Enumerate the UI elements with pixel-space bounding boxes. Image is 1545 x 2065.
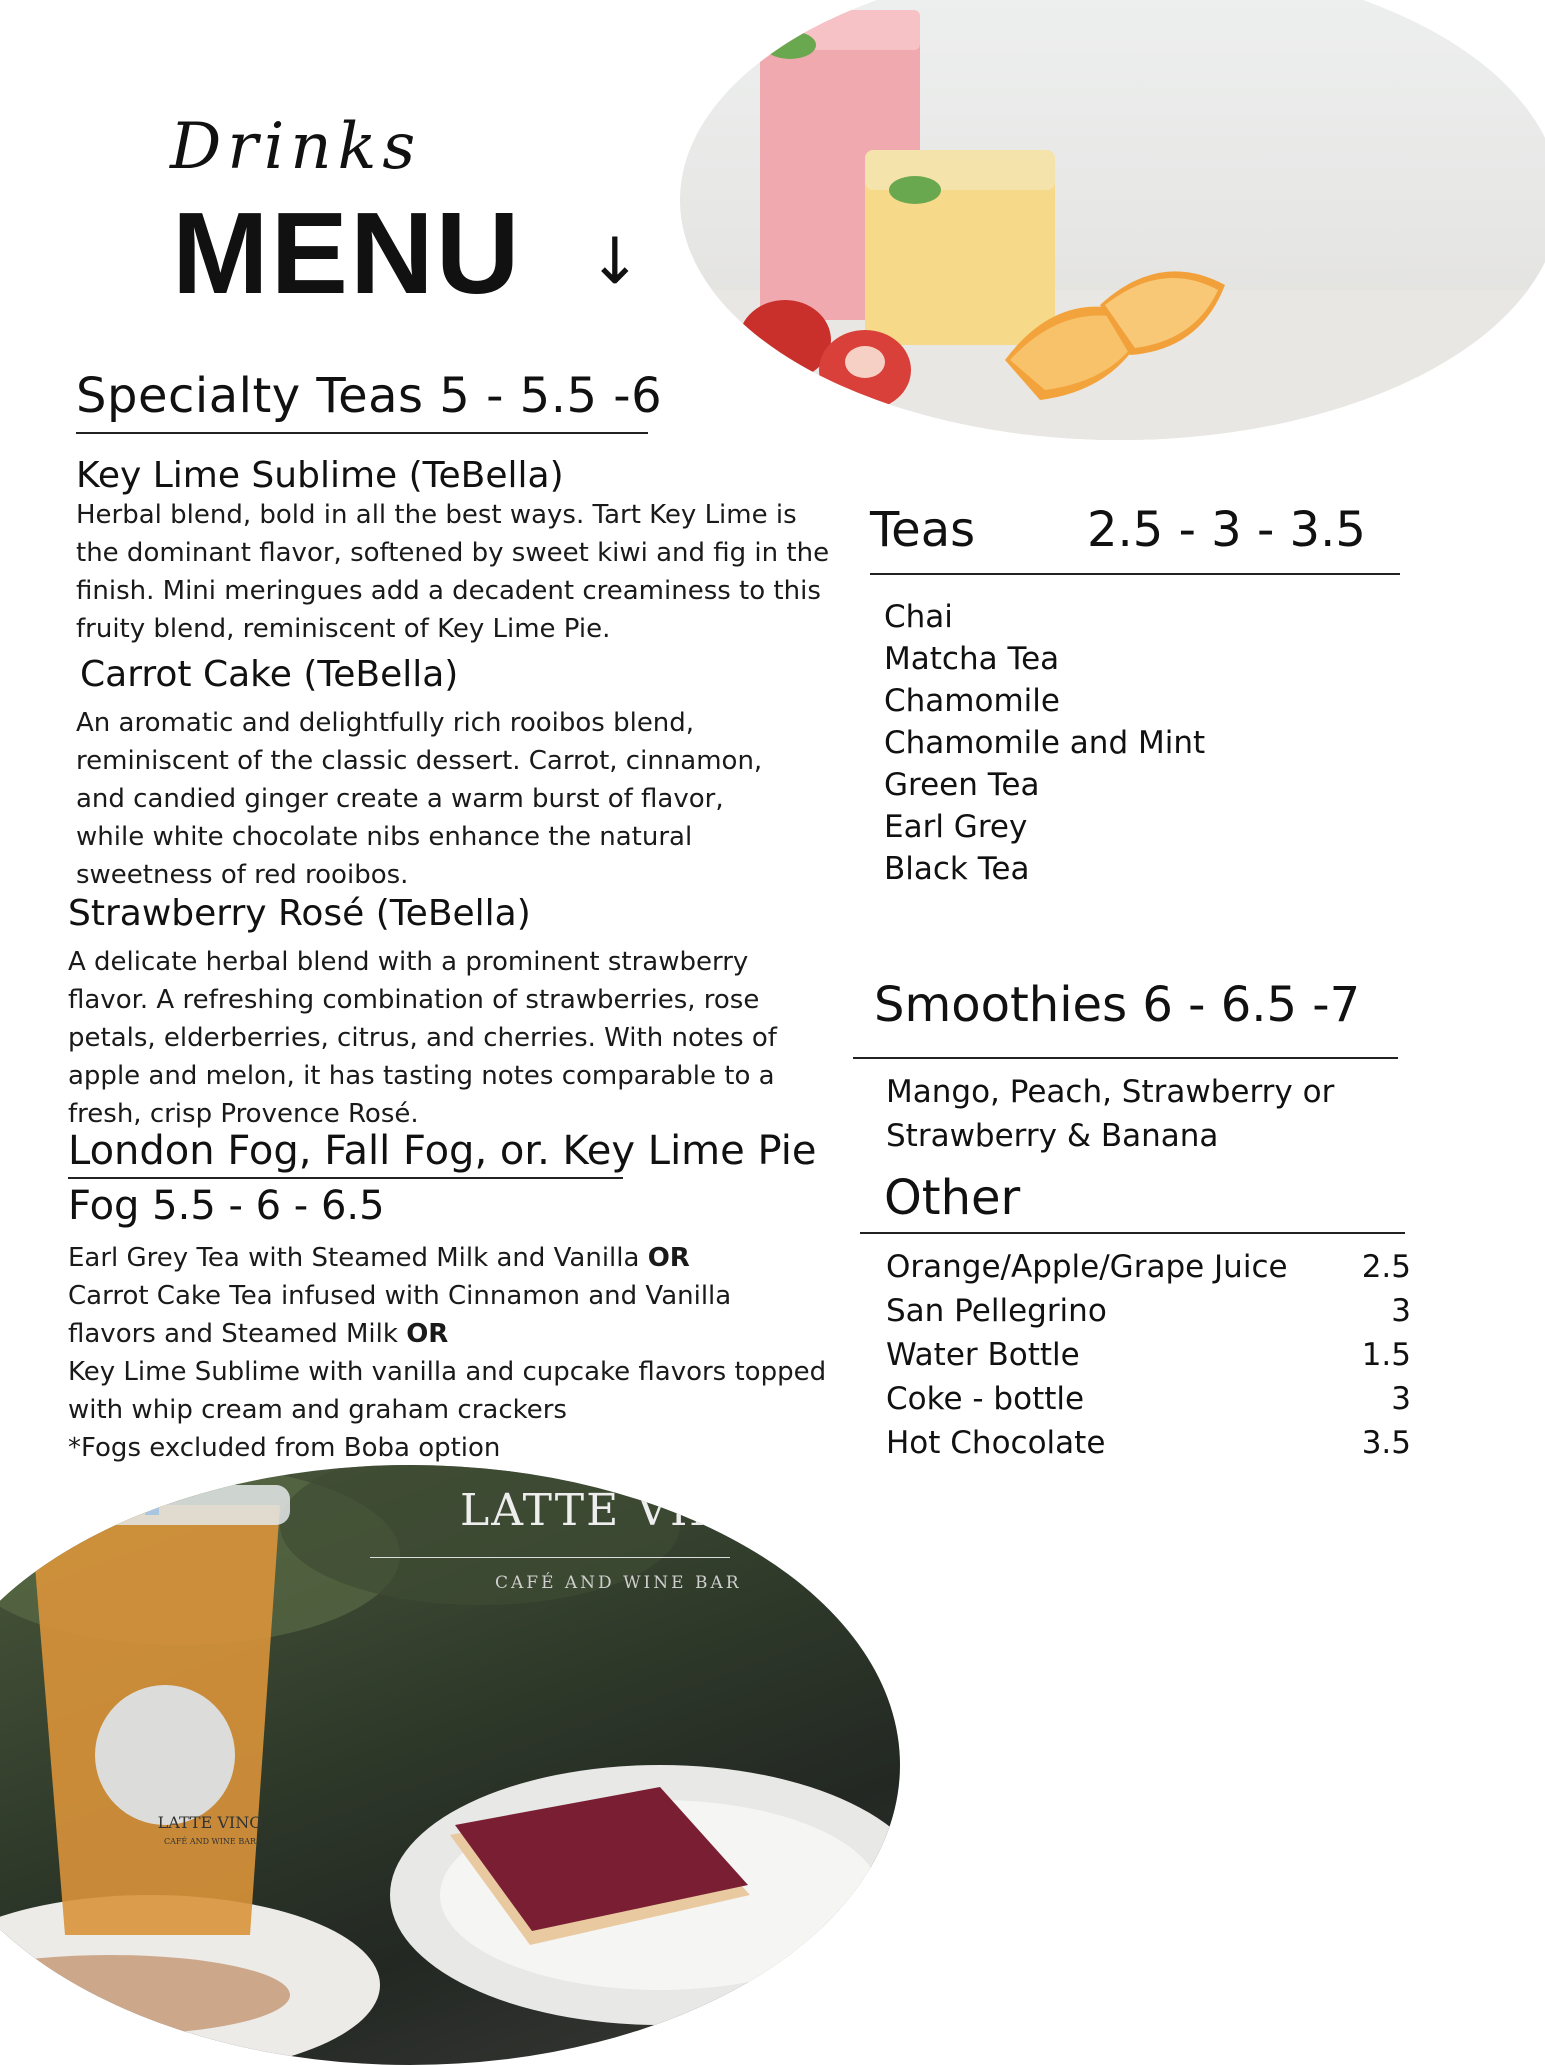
brand-tagline: CAFÉ AND WINE BAR	[495, 1573, 742, 1593]
fog-or-2: OR	[406, 1319, 449, 1349]
fog-line-4: Key Lime Sublime with vanilla and cupcake flavors topped	[68, 1357, 827, 1387]
other-item-row: Coke - bottle 3	[886, 1381, 1411, 1417]
fog-note: *Fogs excluded from Boba option	[68, 1433, 501, 1463]
menu-title: MENU	[172, 188, 522, 318]
other-divider	[860, 1232, 1405, 1234]
specialty-teas-heading: Specialty Teas 5 - 5.5 -6	[76, 368, 663, 424]
tea-item: Earl Grey	[884, 809, 1028, 845]
item-name-key-lime-sublime: Key Lime Sublime (TeBella)	[76, 455, 564, 496]
fog-line-3: flavors and Steamed Milk	[68, 1319, 407, 1349]
tea-item: Matcha Tea	[884, 641, 1060, 677]
item-desc-key-lime-sublime: Herbal blend, bold in all the best ways. Tart Key Lime is the dominant flavor, softened by sweet kiwi and fig in the finish. Mini meringues add a decadent creaminess to this fruity blend, reminiscent of Key Lime Pie.	[76, 500, 830, 644]
smoothies-heading: Smoothies 6 - 6.5 -7	[874, 977, 1361, 1033]
smoothie-photo	[680, 0, 1545, 440]
other-heading: Other	[884, 1170, 1021, 1226]
iced-tea-illustration	[0, 1465, 900, 2065]
other-item-row: Orange/Apple/Grape Juice 2.5	[886, 1249, 1411, 1285]
tea-item: Chamomile	[884, 683, 1060, 719]
teas-list	[884, 596, 1205, 890]
other-price-list	[886, 1245, 1411, 1465]
item-desc-strawberry-rose: A delicate herbal blend with a prominent strawberry flavor. A refreshing combination of strawberries, rose petals, elderberries, citrus, and cherries. With notes of apple and melon, it has tasting notes comparable to a fresh, crisp Provence Rosé.	[68, 947, 777, 1129]
smoothies-divider	[853, 1057, 1398, 1059]
item-desc-carrot-cake: An aromatic and delightfully rich rooibos blend, reminiscent of the classic dessert. Carrot, cinnamon, and candied ginger create a warm burst of flavor, while white chocolate nibs enhance the natural sweetness of red rooibos.	[76, 708, 763, 890]
item-name-strawberry-rose: Strawberry Rosé (TeBella)	[68, 893, 531, 934]
iced-tea-photo	[0, 1465, 900, 2065]
specialty-teas-divider	[76, 432, 648, 434]
fog-line-5: with whip cream and graham crackers	[68, 1395, 567, 1425]
smoothie-illustration	[680, 0, 1545, 440]
tea-item: Black Tea	[884, 851, 1030, 887]
other-item-row: San Pellegrino 3	[886, 1293, 1411, 1329]
fog-heading-line1: London Fog, Fall Fog, or. Key Lime Pie	[68, 1128, 817, 1174]
smoothies-options: Mango, Peach, Strawberry or Strawberry & Banana	[886, 1074, 1335, 1154]
arrow-down-icon: ↓	[588, 225, 642, 299]
tea-item: Green Tea	[884, 767, 1040, 803]
fog-line-1: Earl Grey Tea with Steamed Milk and Vanilla	[68, 1243, 648, 1273]
cup-logo-tagline: CAFÉ AND WINE BAR	[163, 1837, 256, 1846]
fog-or-1: OR	[647, 1243, 690, 1273]
item-name-carrot-cake: Carrot Cake (TeBella)	[80, 654, 459, 695]
brand-divider	[370, 1557, 730, 1558]
fog-divider	[68, 1177, 623, 1179]
tea-item: Chai	[884, 599, 953, 635]
fog-line-2: Carrot Cake Tea infused with Cinnamon and Vanilla	[68, 1281, 732, 1311]
teas-divider	[870, 573, 1400, 575]
fog-heading-line2: Fog 5.5 - 6 - 6.5	[68, 1183, 385, 1229]
cup-logo-text: LATTE VINO	[157, 1813, 263, 1832]
teas-prices: 2.5 - 3 - 3.5	[1087, 502, 1366, 558]
other-item-row: Water Bottle 1.5	[886, 1337, 1411, 1373]
other-item-row: Hot Chocolate 3.5	[886, 1425, 1411, 1461]
teas-heading: Teas	[870, 502, 976, 558]
drinks-script-title: Drinks	[170, 110, 422, 184]
brand-logo-text: LATTE VINO	[460, 1485, 768, 1536]
fog-description	[68, 1239, 826, 1467]
tea-item: Chamomile and Mint	[884, 725, 1206, 761]
